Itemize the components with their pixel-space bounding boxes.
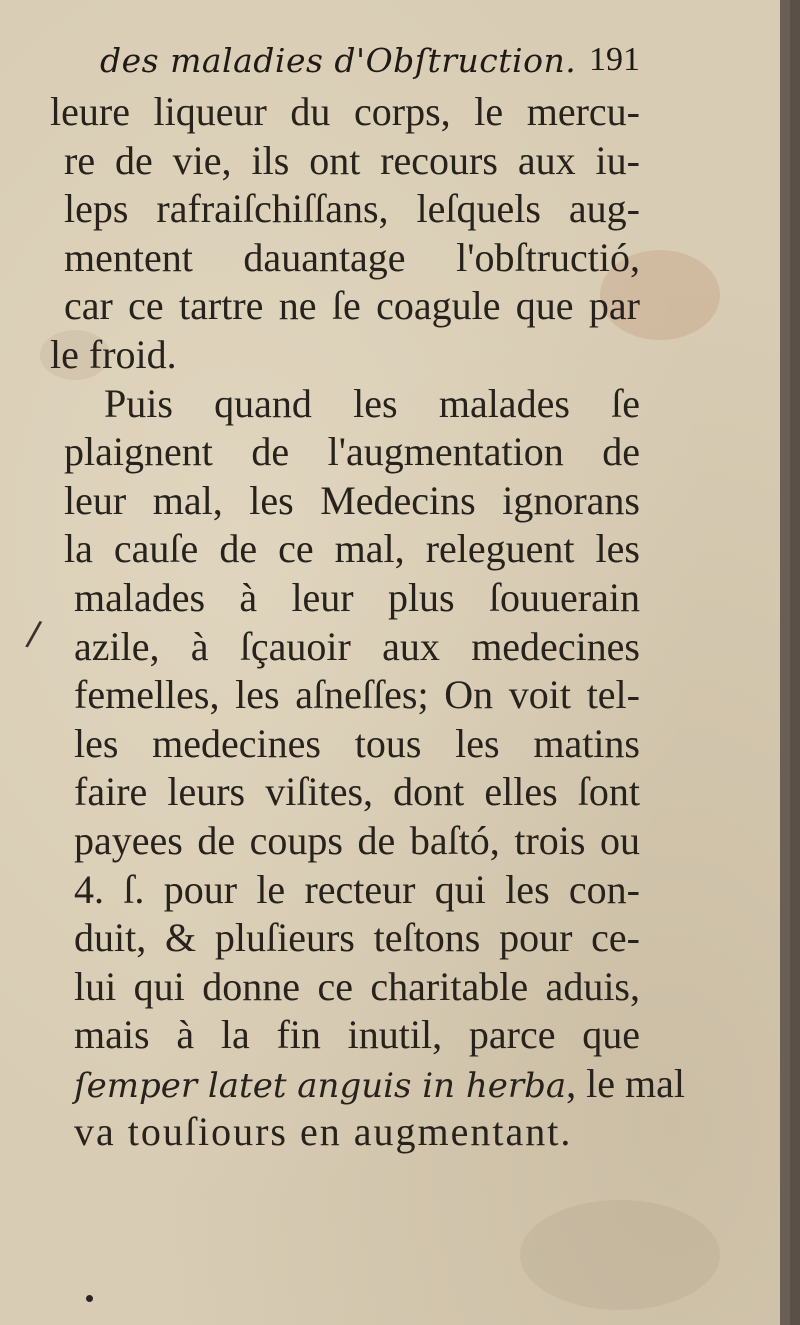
text-line: 4. ſ. pour le recteur qui les con- [74,866,640,912]
page-number: 191 [589,41,640,78]
text-line: re de vie, ils ont recours aux iu- [64,137,640,183]
text-line: femelles, les aſneſſes; On voit tel- [74,672,640,718]
latin-quote: ſemper latet anguis in herba [74,1065,567,1106]
text-line: mais à la fin inutil, parce que [74,1012,640,1058]
printer-ornament [86,1295,93,1302]
text-line: faire leurs viſites, dont elles ſont [74,769,640,815]
margin-slash-mark: / [23,613,44,655]
text-line: les medecines tous les matins [74,720,640,766]
text-line: leure liqueur du corps, le mercu- [50,89,640,134]
body-text [50,88,685,1157]
page-header [100,35,640,95]
text-line: car ce tartre ne ſe coagule que par [64,283,640,329]
text-line: malades à leur plus ſouuerain [74,574,640,620]
text-line: leps rafraiſchiſſans, leſquels aug- [64,186,640,232]
text-line: azile, à ſçauoir aux medecines [74,623,640,669]
text-line: Puis quand les malades ſe [104,380,640,426]
latin-line-rest: , le mal [566,1060,685,1106]
text-line: mentent dauantage l'obſtructió, [64,234,640,280]
running-title: des maladies d'Obſtruction. [100,41,577,80]
text-line: payees de coups de baſtó, trois ou [74,817,640,863]
text-line: lui qui donne ce charitable aduis, [74,963,640,1009]
latin-quote-line [50,1060,685,1109]
text-line: va touſiours en augmentant. [74,1109,573,1155]
foxing-stain [520,1200,720,1310]
text-line: duit, & pluſieurs teſtons pour ce- [74,915,640,961]
page-edge [780,0,790,1325]
text-line: plaignent de l'augmentation de [64,429,640,475]
text-line: la cauſe de ce mal, releguent les [64,526,640,572]
text-line: le froid. [50,331,177,377]
text-line: leur mal, les Medecins ignorans [64,477,640,523]
